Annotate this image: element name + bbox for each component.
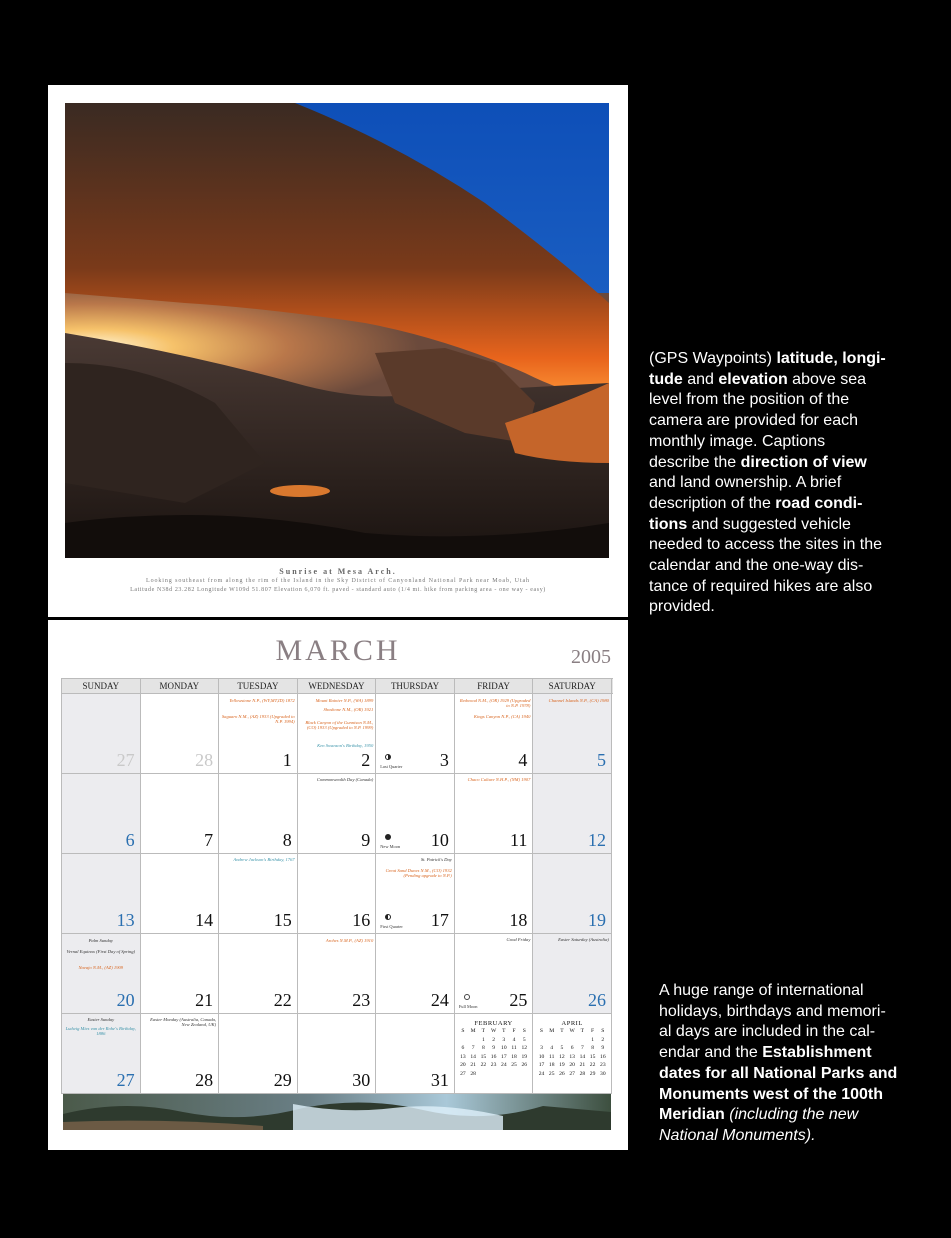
calendar-event: Commonwealth Day (Canada) — [316, 777, 374, 782]
calendar-event: Easter Sunday — [87, 1017, 115, 1022]
mini-calendar-day: M — [470, 1028, 476, 1034]
mini-calendar-day: 27 — [460, 1070, 466, 1077]
day-cell — [455, 854, 534, 934]
mini-calendar-day: 13 — [569, 1053, 575, 1060]
holiday-text-segment: National Monuments). — [659, 1126, 816, 1144]
gps-text-segment: tude — [649, 370, 683, 388]
mini-calendar-day: 22 — [480, 1062, 487, 1068]
dow-friday: FRIDAY — [455, 679, 534, 693]
calendar-page — [48, 620, 628, 1150]
calendar-event: Channel Islands N.P., (CA) 1980 — [548, 698, 609, 703]
day-number: 29 — [273, 1070, 292, 1090]
mini-calendar-day: 21 — [579, 1062, 586, 1068]
day-cell — [376, 854, 455, 934]
calendar-event: Shoshone N.M., (OR) 1921 — [323, 707, 374, 712]
day-number: 13 — [116, 910, 135, 930]
holiday-text-segment: Establishment — [762, 1044, 872, 1062]
calendar-week — [62, 854, 613, 934]
mini-calendar-day: 8 — [481, 1045, 485, 1051]
calendar-event: Vernal Equinox (First Day of Spring) — [66, 949, 136, 954]
gps-text-segment: above sea — [787, 370, 867, 388]
day-number: 3 — [439, 750, 449, 770]
dow-saturday: SATURDAY — [533, 679, 612, 693]
mini-calendar-day: 7 — [580, 1045, 584, 1051]
mini-calendar-day: 12 — [521, 1045, 528, 1051]
gps-text-segment: tions — [649, 515, 688, 533]
gps-text-segment: direction of view — [740, 453, 867, 471]
mini-calendar-day: 26 — [559, 1070, 565, 1077]
calendar-event: Palm Sunday — [88, 938, 113, 943]
dow-monday: MONDAY — [141, 679, 220, 693]
mini-calendar-day: 5 — [522, 1036, 526, 1043]
mini-calendar-feb — [455, 1014, 534, 1094]
mini-calendar-day: 24 — [501, 1062, 507, 1068]
mini-calendar-day: 4 — [512, 1036, 516, 1043]
day-number: 8 — [282, 830, 292, 850]
mini-calendar-day: 28 — [470, 1070, 476, 1077]
calendar-event: Ken Swanson's Birthday, 1950 — [317, 743, 374, 748]
mini-calendar-day: 20 — [569, 1062, 575, 1068]
mini-calendar-day: 14 — [579, 1053, 586, 1060]
mini-calendar-day — [547, 1036, 557, 1045]
day-cell — [298, 854, 377, 934]
mini-calendar-day — [536, 1036, 546, 1045]
day-cell — [298, 774, 377, 854]
calendar-event: Easter Saturday (Australia) — [558, 937, 609, 942]
mini-calendar — [458, 1020, 530, 1078]
holiday-text-segment: al days are included in the cal- — [659, 1023, 876, 1041]
mini-calendar-day — [519, 1070, 529, 1079]
mini-calendar-day: 4 — [550, 1045, 554, 1051]
mini-calendar-title: FEBRUARY — [474, 1020, 513, 1027]
day-cell — [62, 1014, 141, 1094]
mini-calendar-day: 17 — [538, 1062, 545, 1068]
mini-calendar-day — [567, 1036, 577, 1045]
day-number: 2 — [361, 750, 371, 770]
day-number: 19 — [587, 910, 606, 930]
day-number: 7 — [204, 830, 214, 850]
day-cell — [141, 1014, 220, 1094]
calendar-event: Great Sand Dunes N.M., (CO) 1932 (Pending upgrade to N.P.) — [385, 868, 452, 879]
day-cell — [376, 934, 455, 1014]
moon-phase-icon — [385, 754, 391, 760]
mesa-arch-image — [65, 103, 609, 558]
mini-calendar-day: 18 — [548, 1062, 555, 1068]
day-number: 28 — [195, 750, 214, 770]
day-number: 22 — [273, 990, 292, 1010]
mini-calendar-day: M — [549, 1028, 555, 1034]
day-number: 16 — [352, 910, 371, 930]
moon-phase-icon — [385, 834, 391, 840]
mini-calendar-day: 18 — [511, 1053, 517, 1060]
moon-phase-label: Last Quarter — [380, 764, 403, 769]
dow-tuesday: TUESDAY — [219, 679, 298, 693]
day-number: 20 — [116, 990, 135, 1010]
photo-page — [48, 85, 628, 617]
gps-text-segment: road condi- — [775, 494, 863, 512]
mini-calendar-day: 26 — [521, 1062, 528, 1068]
gps-text-segment: and suggested vehicle — [687, 515, 851, 533]
mini-calendar-day: T — [560, 1028, 564, 1034]
day-cell — [62, 854, 141, 934]
holiday-text-segment: (including the new — [724, 1106, 859, 1124]
mini-calendar-day: 12 — [559, 1053, 565, 1060]
mini-calendar-day: 16 — [600, 1053, 606, 1060]
calendar-event: Kings Canyon N.P., (CA) 1940 — [473, 714, 531, 719]
mini-calendar-day: 6 — [570, 1045, 574, 1051]
calendar-weeks — [62, 694, 613, 1094]
mini-calendar-day — [509, 1070, 519, 1079]
day-number: 15 — [273, 910, 292, 930]
mini-calendar-day: S — [461, 1028, 465, 1034]
mini-calendar-day: 13 — [460, 1053, 466, 1060]
photo-caption-title: Sunrise at Mesa Arch. — [279, 567, 397, 576]
mini-calendar-day: 11 — [511, 1045, 517, 1051]
photo-caption-gps: Latitude N38d 23.282 Longitude W109d 51.807 Elevation 6,070 ft. paved - standard auto (1/4 mi. hike from parking area - one way - easy) — [130, 587, 546, 593]
calendar-week — [62, 934, 613, 1014]
mini-calendar-day: T — [481, 1028, 486, 1034]
holiday-text-segment: A huge range of international — [659, 982, 864, 999]
mini-calendar-day: 22 — [589, 1062, 596, 1068]
day-number: 24 — [430, 990, 449, 1010]
mini-calendar-day: 25 — [511, 1062, 517, 1068]
day-number: 12 — [587, 830, 606, 850]
mini-calendar-day: 7 — [471, 1045, 475, 1051]
mini-calendar-day — [468, 1036, 478, 1045]
day-cell — [533, 934, 612, 1014]
mini-calendar-day: 9 — [601, 1045, 605, 1051]
day-cell — [376, 774, 455, 854]
gps-text-segment: description of the — [649, 494, 776, 512]
gps-text-segment: tance of required hikes are also — [649, 577, 873, 595]
day-number: 6 — [125, 830, 135, 850]
day-cell — [62, 934, 141, 1014]
calendar-grid — [61, 678, 613, 1094]
mini-calendar-day: 3 — [540, 1045, 543, 1051]
mini-calendar-day: F — [512, 1028, 516, 1034]
moon-phase-label: New Moon — [380, 844, 401, 849]
mini-calendar-day: 14 — [470, 1053, 476, 1060]
mini-calendar-day: S — [601, 1028, 605, 1034]
moon-phase-icon — [385, 914, 391, 920]
mini-calendar-day: 10 — [501, 1045, 507, 1051]
calendar-event: Black Canyon of the Gunnison N.M., (CO) 1933 (Upgraded to N.P. 1999) — [305, 720, 374, 731]
day-cell — [533, 774, 612, 854]
mini-calendar-day: 5 — [560, 1045, 564, 1051]
day-number: 30 — [352, 1070, 371, 1090]
mini-calendar-day: 25 — [548, 1070, 555, 1077]
day-cell — [141, 694, 220, 774]
mini-calendar-day: T — [580, 1028, 585, 1034]
dow-wednesday: WEDNESDAY — [298, 679, 377, 693]
gps-text-segment: level from the position of the — [649, 391, 850, 409]
mini-calendar-day: 29 — [589, 1070, 596, 1077]
mini-calendar-day: S — [539, 1028, 544, 1034]
day-cell — [62, 774, 141, 854]
moon-phase-label: Full Moon — [458, 1004, 478, 1009]
dow-sunday: SUNDAY — [62, 679, 141, 693]
calendar-event: Ludwig Mies van der Rohe's Birthday, 1886 — [65, 1026, 136, 1037]
day-number: 14 — [195, 910, 214, 930]
mini-calendar-day: 28 — [579, 1070, 586, 1077]
mini-calendar-day: 10 — [538, 1053, 545, 1060]
mini-calendar-day: 30 — [600, 1070, 606, 1077]
day-cell — [298, 1014, 377, 1094]
day-cell — [141, 934, 220, 1014]
mini-calendar-day: 3 — [502, 1036, 506, 1043]
mesa-arch-photo — [65, 103, 609, 558]
mini-calendar-day: T — [502, 1028, 506, 1034]
day-cell — [219, 934, 298, 1014]
moon-phase-label: First Quarter — [380, 924, 403, 929]
mini-calendar-day: W — [569, 1028, 575, 1034]
day-number: 17 — [430, 910, 449, 930]
calendar-event: Good Friday — [506, 937, 531, 942]
mini-calendar-day: 15 — [480, 1053, 487, 1060]
day-cell — [298, 694, 377, 774]
mini-calendar-day: 21 — [470, 1062, 476, 1068]
mini-calendar-day: 8 — [591, 1045, 594, 1051]
mini-calendar-day: 9 — [492, 1045, 495, 1051]
holiday-text-segment: Monuments west of the 100th — [659, 1085, 884, 1103]
day-cell — [298, 934, 377, 1014]
mini-calendar-day — [458, 1036, 468, 1045]
day-cell — [219, 694, 298, 774]
day-cell — [455, 934, 534, 1014]
gps-text-segment: and land ownership. A brief — [649, 474, 842, 492]
mini-calendar-days — [536, 1027, 608, 1078]
day-number: 27 — [116, 750, 135, 770]
day-number: 23 — [352, 990, 371, 1010]
day-cell — [455, 774, 534, 854]
day-cell — [533, 854, 612, 934]
day-cell — [219, 774, 298, 854]
day-of-week-header — [62, 679, 613, 694]
day-number: 27 — [116, 1070, 135, 1090]
gps-text-segment: describe the — [649, 453, 741, 471]
mini-calendar-day: 6 — [461, 1045, 465, 1051]
holiday-text-segment: dates for all National Parks and — [659, 1064, 898, 1082]
mini-calendar-day: 1 — [481, 1036, 485, 1043]
day-number: 9 — [361, 830, 371, 850]
calendar-event: Redwood N.M., (OR) 1929 (Upgraded to N.P. 1978) — [459, 698, 531, 709]
calendar-event: Yellowstone N.P., (WY,MT,ID) 1872 — [229, 698, 295, 703]
mini-calendar-day: 15 — [589, 1053, 596, 1060]
gps-text-segment: monthly image. Captions — [649, 432, 826, 450]
photo-caption-description: Looking southeast from along the rim of the Island in the Sky District of Canyonland National Park near Moab, Utah — [146, 578, 530, 584]
mini-calendar-day: 19 — [559, 1062, 565, 1068]
mini-calendar-day — [557, 1036, 567, 1045]
gps-text-segment: provided. — [649, 598, 715, 616]
mini-calendar-day: 16 — [490, 1053, 497, 1060]
gps-text-segment: elevation — [718, 370, 788, 388]
mini-calendar-day: 2 — [601, 1036, 605, 1043]
mini-calendar-day: 2 — [492, 1036, 495, 1043]
mini-calendar-day — [499, 1070, 509, 1079]
mini-calendar-day: F — [591, 1028, 595, 1034]
calendar-event: Arches N.M.P., (AZ) 1910 — [325, 938, 374, 943]
calendar-event: Mount Rainier N.P., (WA) 1899 — [315, 698, 374, 703]
holidays-description — [659, 981, 939, 1147]
day-number: 1 — [282, 750, 292, 770]
mini-calendar-apr — [533, 1014, 612, 1094]
mini-calendar-title: APRIL — [561, 1020, 583, 1027]
mini-calendar — [536, 1020, 608, 1078]
year-label: 2005 — [571, 646, 611, 668]
mini-calendar-day: 11 — [549, 1053, 555, 1060]
calendar-event: Navajo N.M., (AZ) 1909 — [78, 965, 124, 970]
calendar-week — [62, 1014, 613, 1094]
mini-calendar-day: 20 — [460, 1062, 466, 1068]
day-cell — [376, 1014, 455, 1094]
calendar-event: Andrew Jackson's Birthday, 1767 — [233, 857, 295, 862]
gps-waypoints-description — [649, 349, 939, 618]
day-number: 28 — [195, 1070, 214, 1090]
calendar-event: Chaco Culture N.H.P., (NM) 1907 — [467, 777, 531, 782]
day-number: 10 — [430, 830, 449, 850]
gps-text-segment: camera are provided for each — [649, 412, 858, 430]
day-cell — [141, 774, 220, 854]
holiday-text-segment: endar and the — [659, 1044, 763, 1062]
waterfall-strip-photo — [63, 1094, 611, 1130]
calendar-event: St. Patrick's Day — [420, 857, 452, 862]
day-number: 26 — [587, 990, 606, 1010]
mini-calendar-day — [478, 1070, 488, 1079]
day-cell — [533, 694, 612, 774]
mini-calendar-days — [458, 1027, 530, 1078]
day-cell — [455, 694, 534, 774]
mini-calendar-day: 24 — [538, 1070, 545, 1077]
holiday-text-segment: holidays, birthdays and memori- — [659, 1002, 886, 1020]
dow-thursday: THURSDAY — [376, 679, 455, 693]
mini-calendar-day: 23 — [600, 1062, 606, 1068]
day-number: 31 — [430, 1070, 449, 1090]
day-number: 18 — [509, 910, 528, 930]
gps-text-segment: needed to access the sites in the — [649, 536, 883, 554]
month-title: MARCH — [275, 634, 401, 667]
day-cell — [62, 694, 141, 774]
calendar-week — [62, 774, 613, 854]
mini-calendar-day: W — [490, 1028, 497, 1034]
gps-text-segment: latitude, longi- — [776, 350, 886, 367]
day-cell — [219, 854, 298, 934]
day-cell — [141, 854, 220, 934]
day-number: 11 — [510, 830, 528, 850]
day-number: 5 — [596, 750, 606, 770]
day-number: 4 — [518, 750, 528, 770]
gps-text-segment: (GPS Waypoints) — [649, 350, 777, 367]
mini-calendar-day: 17 — [501, 1053, 507, 1060]
waterfall-strip-image — [63, 1094, 611, 1130]
mini-calendar-day — [488, 1070, 498, 1079]
mini-calendar-day: 27 — [569, 1070, 575, 1077]
day-number: 25 — [509, 990, 528, 1010]
mini-calendar-day: 23 — [490, 1062, 497, 1068]
calendar-event: Easter Monday (Australia, Canada, New Zealand, UK) — [150, 1017, 217, 1028]
holiday-text-segment: Meridian — [659, 1106, 725, 1124]
mini-calendar-day: S — [522, 1028, 526, 1034]
gps-text-segment: and — [682, 370, 719, 388]
calendar-event: Saguaro N.M., (AZ) 1933 (Upgraded to N.P. 1994) — [221, 714, 295, 725]
day-cell — [376, 694, 455, 774]
gps-text-segment: calendar and the one-way dis- — [649, 557, 864, 575]
mini-calendar-day: 1 — [591, 1036, 594, 1043]
mini-calendar-day: 19 — [521, 1053, 528, 1060]
moon-phase-icon — [464, 994, 470, 1000]
day-cell — [219, 1014, 298, 1094]
day-number: 21 — [195, 990, 214, 1010]
calendar-week — [62, 694, 613, 774]
mini-calendar-day — [577, 1036, 587, 1045]
